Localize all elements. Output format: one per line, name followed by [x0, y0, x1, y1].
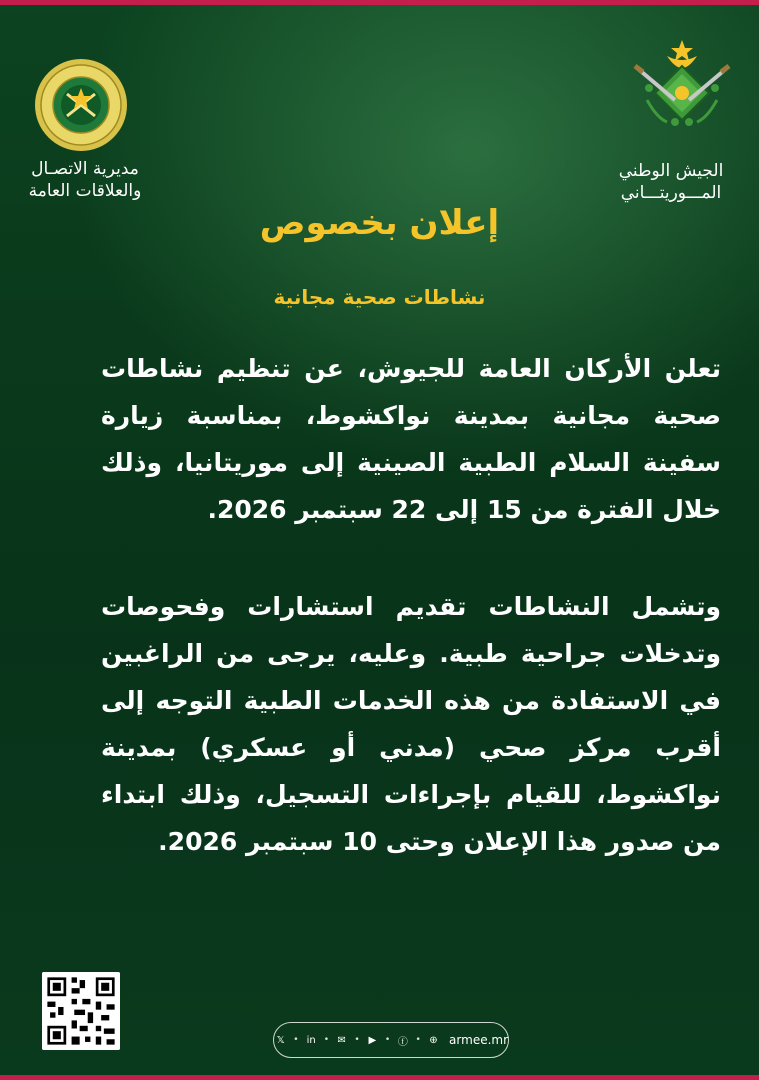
facebook-icon[interactable]: ⓕ — [397, 1036, 408, 1048]
separator-dot: • — [415, 1035, 421, 1045]
email-icon[interactable]: ✉ — [337, 1034, 346, 1046]
directorate-name-line2: والعلاقات العامة — [28, 181, 142, 201]
qr-code[interactable] — [42, 972, 120, 1050]
announcement-paragraph-2: وتشمل النشاطات تقديم استشارات وفحوصات وتدخلات جراحية طبية. وعليه، يرجى من الراغبين في الاستفادة من هذه الخدمات الطبية التوجه إلى أقرب مركز صحي (مدني أو عسكري) بمدينة نواكشوط، للقيام بإجراءات التسجيل، وذلك ابتداء من صدور هذا الإعلان وحتى 10 سبتمبر 2026. — [101, 592, 721, 856]
army-emblem-logo — [627, 38, 737, 128]
army-name-label — [601, 160, 741, 204]
separator-dot: • — [354, 1035, 360, 1045]
directorate-seal-logo — [34, 58, 128, 152]
army-name-line2: المـــوريتـــاني — [620, 183, 722, 203]
directorate-name-line1: مديرية الاتصـال — [31, 159, 139, 179]
separator-dot: • — [323, 1035, 330, 1045]
directorate-name-label — [10, 158, 160, 202]
army-name-line1: الجيش الوطني — [618, 161, 724, 181]
bottom-border — [0, 1075, 759, 1080]
top-border — [0, 0, 759, 5]
announcement-paragraph-1: تعلن الأركان العامة للجيوش، عن تنظيم نشاطات صحية مجانية بمدينة نواكشوط، بمناسبة زيارة سفينة السلام الطبية الصينية إلى موريتانيا، وذلك خلال الفترة من 15 إلى 22 سبتمبر 2026. — [101, 354, 721, 524]
linkedin-icon[interactable]: in — [306, 1034, 316, 1046]
x-icon[interactable]: 𝕏 — [276, 1034, 285, 1046]
separator-dot: • — [384, 1035, 391, 1045]
website-link[interactable]: armee.mr — [449, 1033, 509, 1047]
globe-icon[interactable]: ⊕ — [429, 1034, 438, 1046]
youtube-icon[interactable]: ▶ — [368, 1034, 377, 1046]
announcement-title: إعلان بخصوص — [259, 203, 500, 243]
announcement-subtitle: نشاطات صحية مجانية — [273, 285, 486, 309]
social-links-bar — [273, 1022, 509, 1058]
separator-dot: • — [293, 1035, 299, 1045]
